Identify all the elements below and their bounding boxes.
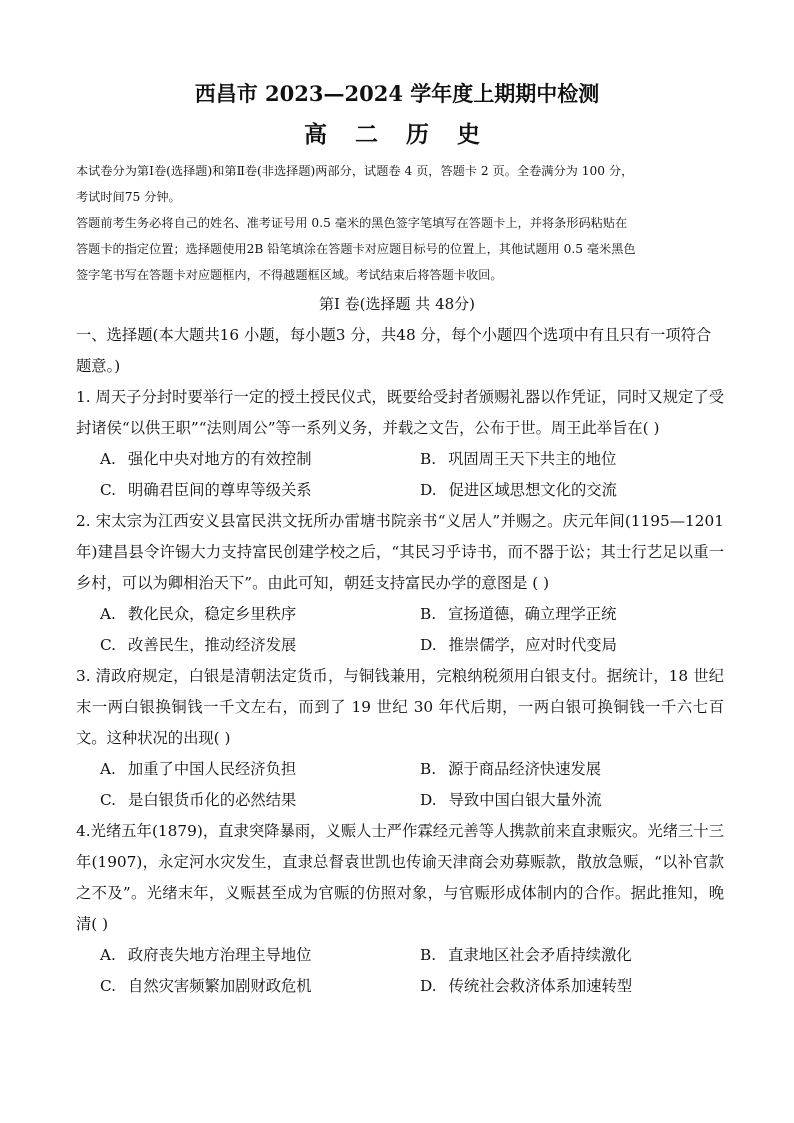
option-c [100, 971, 420, 1002]
option-letter: C. [100, 636, 117, 654]
option-b [420, 940, 740, 971]
option-b [420, 599, 740, 630]
option-d [420, 785, 740, 816]
option-text: 源于商品经济快速发展 [448, 760, 602, 778]
note-line: 考试时间75 分钟。 [76, 190, 181, 204]
option-b [420, 444, 740, 475]
note-line: 本试卷分为第Ⅰ卷(选择题)和第Ⅱ卷(非选择题)两部分，试题卷 4 页，答题卡 2 页。全卷满分为 100 分， [76, 164, 634, 178]
question-stem: 4.光绪五年(1879)，直隶突降暴雨，义赈人士严作霖经元善等人携款前来直隶赈灾。光绪三十三年(1907)，永定河水灾发生，直隶总督袁世凯也传谕天津商会劝募赈款，散放急赈，“以补官款之不及”。光绪末年，义赈甚至成为官赈的仿照对象，与官赈形成体制内的合作。据此推知，晚清( ) [76, 822, 724, 933]
section-instructions: 一、选择题(本大题共16 小题，每小题3 分，共48 分，每个小题四个选项中有且只有一项符合题意。) [76, 326, 712, 375]
option-text: 改善民生，推动经济发展 [128, 636, 297, 654]
option-text: 强化中央对地方的有效控制 [127, 450, 312, 468]
note-line: 答题前考生务必将自己的姓名、准考证号用 0.5 毫米的黑色签字笔填写在答题卡上，并将条形码粘贴在 [76, 216, 628, 230]
option-letter: B. [420, 946, 437, 964]
option-d [420, 630, 740, 661]
question-stem: 1. 周天子分封时要举行一定的授土授民仪式，既要给受封者颁赐礼器以作凭证，同时又规定了受封诸侯“以供王职”“法则周公”等一系列义务，并载之文告，公布于世。周王此举旨在( ) [76, 388, 724, 437]
option-letter: A. [100, 450, 116, 468]
note-line: 签字笔书写在答题卡对应题框内，不得越题框区域。考试结束后将答题卡收回。 [76, 268, 503, 282]
options [76, 754, 724, 816]
option-text: 传统社会救济体系加速转型 [448, 977, 633, 995]
option-d [420, 971, 740, 1002]
option-a [100, 599, 420, 630]
subject-title: 高 二 历 史 [303, 121, 491, 148]
options [76, 940, 724, 1002]
option-text: 巩固周王天下共主的地位 [448, 450, 617, 468]
option-text: 推崇儒学，应对时代变局 [448, 636, 617, 654]
note-line: 答题卡的指定位置；选择题使用2B 铅笔填涂在答题卡对应题目标号的位置上，其他试题用 0.5 毫米黑色 [76, 242, 636, 256]
option-letter: D. [420, 977, 437, 995]
option-a [100, 754, 420, 785]
option-text: 明确君臣间的尊卑等级关系 [128, 481, 312, 499]
option-letter: D. [420, 636, 437, 654]
option-letter: A. [100, 605, 116, 623]
option-letter: D. [420, 791, 437, 809]
option-a [100, 444, 420, 475]
option-text: 自然灾害频繁加剧财政危机 [128, 977, 312, 995]
questions-body [76, 320, 724, 1002]
option-letter: B. [420, 760, 437, 778]
option-c [100, 475, 420, 506]
option-c [100, 630, 420, 661]
option-text: 是白银货币化的必然结果 [128, 791, 297, 809]
option-text: 加重了中国人民经济负担 [127, 760, 297, 778]
options [76, 444, 724, 506]
question-stem: 2. 宋太宗为江西安义县富民洪文抚所办雷塘书院亲书“义居人”并赐之。庆元年间(1195—1201 年)建昌县令许锡大力支持富民创建学校之后，“其民习乎诗书，而不器于讼；其士行艺足以重一乡村，可以为卿相治天下”。由此可知，朝廷支持富民办学的意图是 ( ) [76, 512, 724, 592]
option-d [420, 475, 740, 506]
option-text: 政府丧失地方治理主导地位 [127, 946, 312, 964]
option-text: 宣扬道德，确立理学正统 [448, 605, 617, 623]
exam-notes [76, 158, 726, 288]
option-letter: B. [420, 450, 437, 468]
options [76, 599, 724, 661]
exam-title: 西昌市 2023—2024 学年度上期期中检测 [194, 81, 600, 106]
option-text: 教化民众，稳定乡里秩序 [127, 605, 297, 623]
option-letter: B. [420, 605, 437, 623]
option-text: 促进区域思想文化的交流 [448, 481, 617, 499]
option-text: 导致中国白银大量外流 [448, 791, 602, 809]
option-a [100, 940, 420, 971]
option-text: 直隶地区社会矛盾持续激化 [448, 946, 632, 964]
question-4 [76, 816, 724, 1002]
question-2 [76, 506, 724, 661]
option-letter: A. [100, 760, 116, 778]
section-title: 第Ⅰ 卷(选择题 共 48分) [318, 295, 476, 313]
option-letter: C. [100, 481, 117, 499]
option-b [420, 754, 740, 785]
question-stem: 3. 清政府规定，白银是清朝法定货币，与铜钱兼用，完粮纳税须用白银支付。据统计，18 世纪末一两白银换铜钱一千文左右，而到了 19 世纪 30 年代后期，一两白银可换铜钱一千六七百文。这种状况的出现( ) [76, 667, 724, 747]
option-c [100, 785, 420, 816]
question-1 [76, 382, 724, 506]
question-3 [76, 661, 724, 816]
option-letter: C. [100, 977, 117, 995]
option-letter: C. [100, 791, 117, 809]
option-letter: A. [100, 946, 116, 964]
option-letter: D. [420, 481, 437, 499]
